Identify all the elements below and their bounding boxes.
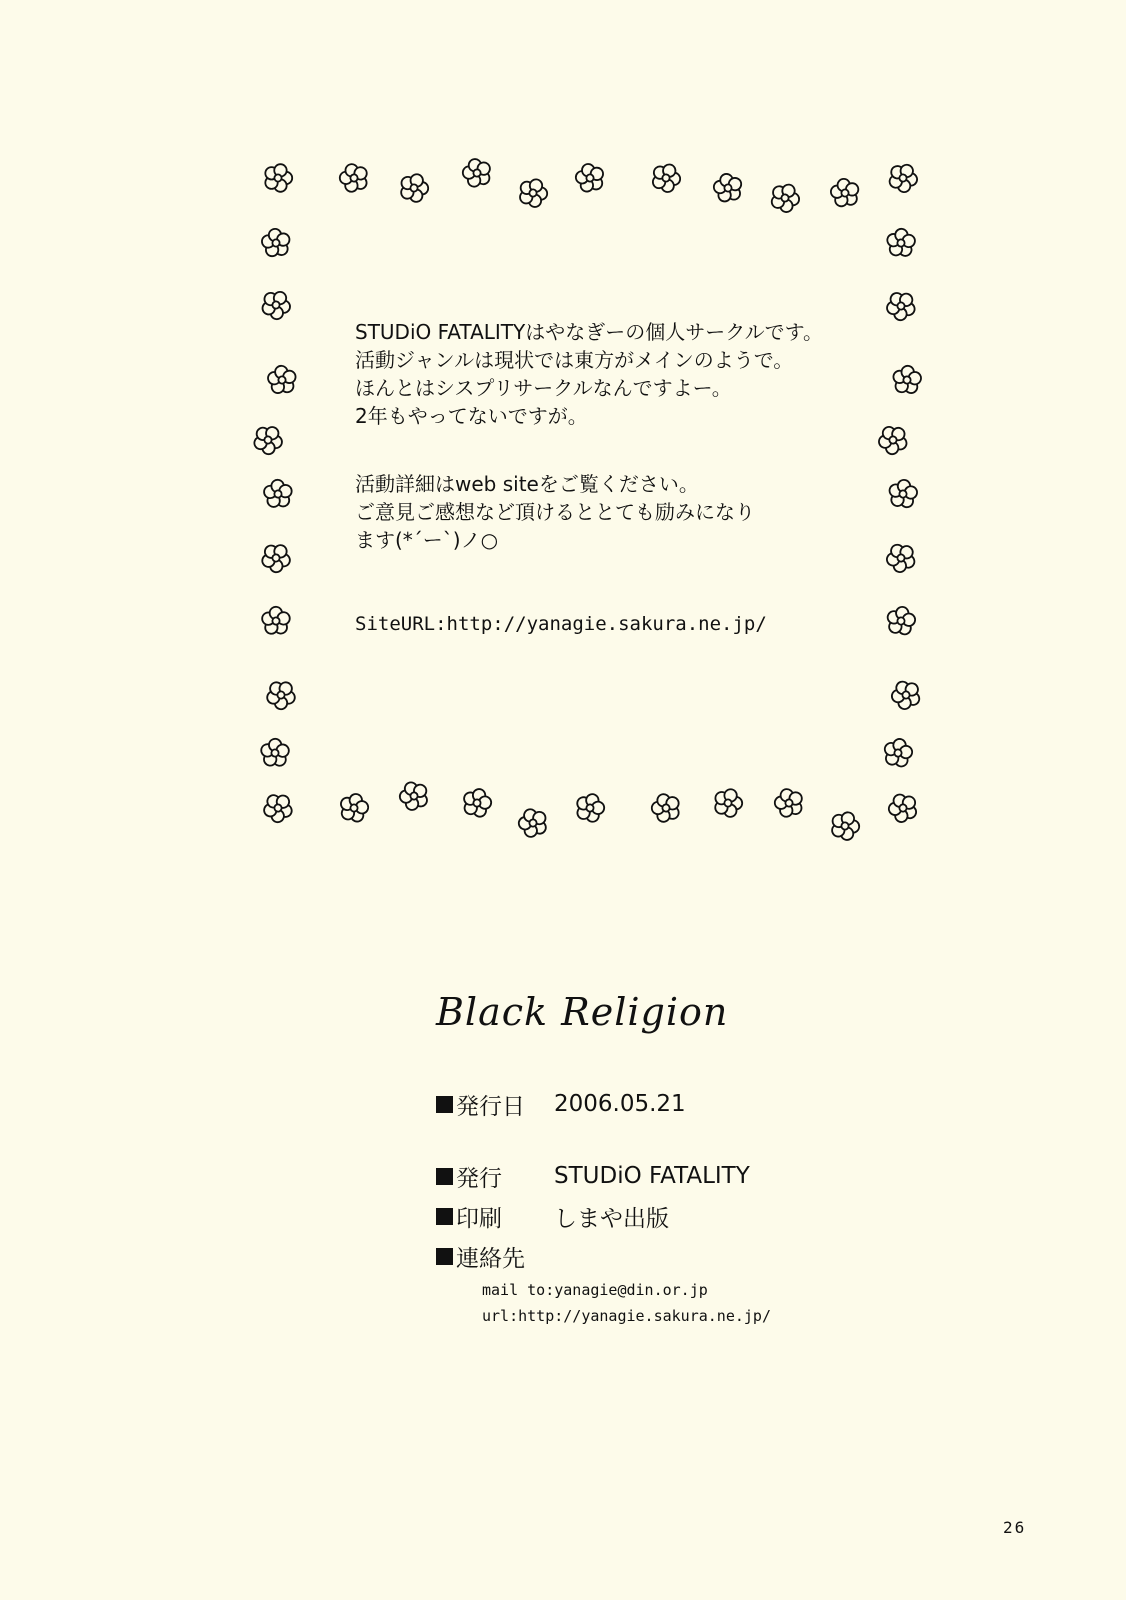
- flower-icon: [515, 804, 553, 842]
- flower-icon: [771, 183, 801, 214]
- contact-details: [482, 1277, 771, 1329]
- flower-icon: [259, 475, 297, 513]
- flower-icon: [458, 154, 496, 192]
- message-line: 2年もやってないですが。: [355, 404, 588, 428]
- publish-date-label: 発行日: [456, 1093, 525, 1120]
- flower-icon: [460, 786, 495, 821]
- flower-icon: [265, 164, 292, 192]
- message-line: ご意見ご感想など頂けるととても励みになり: [355, 500, 755, 524]
- flower-icon: [260, 541, 293, 575]
- flower-icon: [826, 174, 865, 213]
- flower-icon: [884, 288, 919, 324]
- publish-date-value: 2006.05.21: [554, 1091, 686, 1117]
- flower-icon: [257, 603, 295, 641]
- colophon: [436, 1088, 936, 1280]
- flower-icon: [715, 789, 742, 817]
- flower-icon: [771, 784, 809, 822]
- message-line: ほんとはシスプリサークルなんですよー。: [355, 376, 732, 400]
- flower-icon: [883, 603, 920, 639]
- page-number: 26: [1003, 1518, 1027, 1537]
- flower-icon: [396, 778, 433, 816]
- flower-icon: [571, 159, 609, 197]
- flower-icon: [519, 178, 548, 207]
- printer-row: [436, 1200, 936, 1232]
- message-line: 活動詳細はweb siteをご覧ください。: [355, 472, 699, 496]
- flower-icon: [885, 790, 922, 827]
- printer-label: 印刷: [456, 1205, 502, 1232]
- contact-url-link[interactable]: url:http://yanagie.sakura.ne.jp/: [482, 1307, 771, 1325]
- flower-icon: [884, 540, 920, 577]
- publisher-label: 発行: [456, 1165, 502, 1192]
- publisher-row: [436, 1160, 936, 1192]
- square-bullet-icon: [436, 1248, 453, 1265]
- flower-icon: [880, 736, 916, 772]
- flower-icon: [888, 162, 919, 194]
- flower-icon: [648, 789, 686, 827]
- flower-icon: [889, 362, 927, 399]
- square-bullet-icon: [436, 1208, 453, 1225]
- circle-message: [355, 318, 855, 554]
- publish-date-row: [436, 1088, 936, 1120]
- flower-icon: [261, 289, 293, 322]
- flower-icon: [263, 361, 301, 399]
- site-url-link[interactable]: SiteURL:http://yanagie.sakura.ne.jp/: [355, 613, 767, 635]
- book-title: Black Religion: [436, 990, 729, 1034]
- flower-icon: [256, 735, 294, 773]
- flower-icon: [832, 812, 860, 841]
- flower-icon: [652, 163, 682, 193]
- publisher-value: STUDiO FATALITY: [554, 1163, 750, 1189]
- flower-icon: [257, 224, 296, 262]
- flower-icon: [573, 792, 608, 826]
- flower-icon: [261, 791, 296, 826]
- square-bullet-icon: [436, 1096, 453, 1113]
- flower-icon: [876, 422, 912, 458]
- contact-label: 連絡先: [456, 1245, 525, 1272]
- message-line: 活動ジャンルは現状では東方がメインのようで。: [355, 348, 794, 372]
- flower-icon: [888, 677, 925, 714]
- flower-icon: [401, 174, 429, 203]
- message-line: STUDiO FATALITYはやなぎーの個人サークルです。: [355, 320, 824, 344]
- flower-icon: [709, 169, 747, 208]
- contact-mail-link[interactable]: mail to:yanagie@din.or.jp: [482, 1281, 708, 1299]
- printer-value: しまや出版: [554, 1205, 669, 1232]
- contact-row: [436, 1240, 936, 1272]
- flower-icon: [265, 678, 299, 713]
- message-line: ます(*´ー`)ノ○: [355, 528, 499, 552]
- flower-icon: [883, 225, 921, 263]
- flower-icon: [336, 791, 372, 827]
- flower-icon: [336, 159, 374, 197]
- square-bullet-icon: [436, 1168, 453, 1185]
- flower-icon: [252, 424, 285, 457]
- flower-icon: [885, 476, 922, 513]
